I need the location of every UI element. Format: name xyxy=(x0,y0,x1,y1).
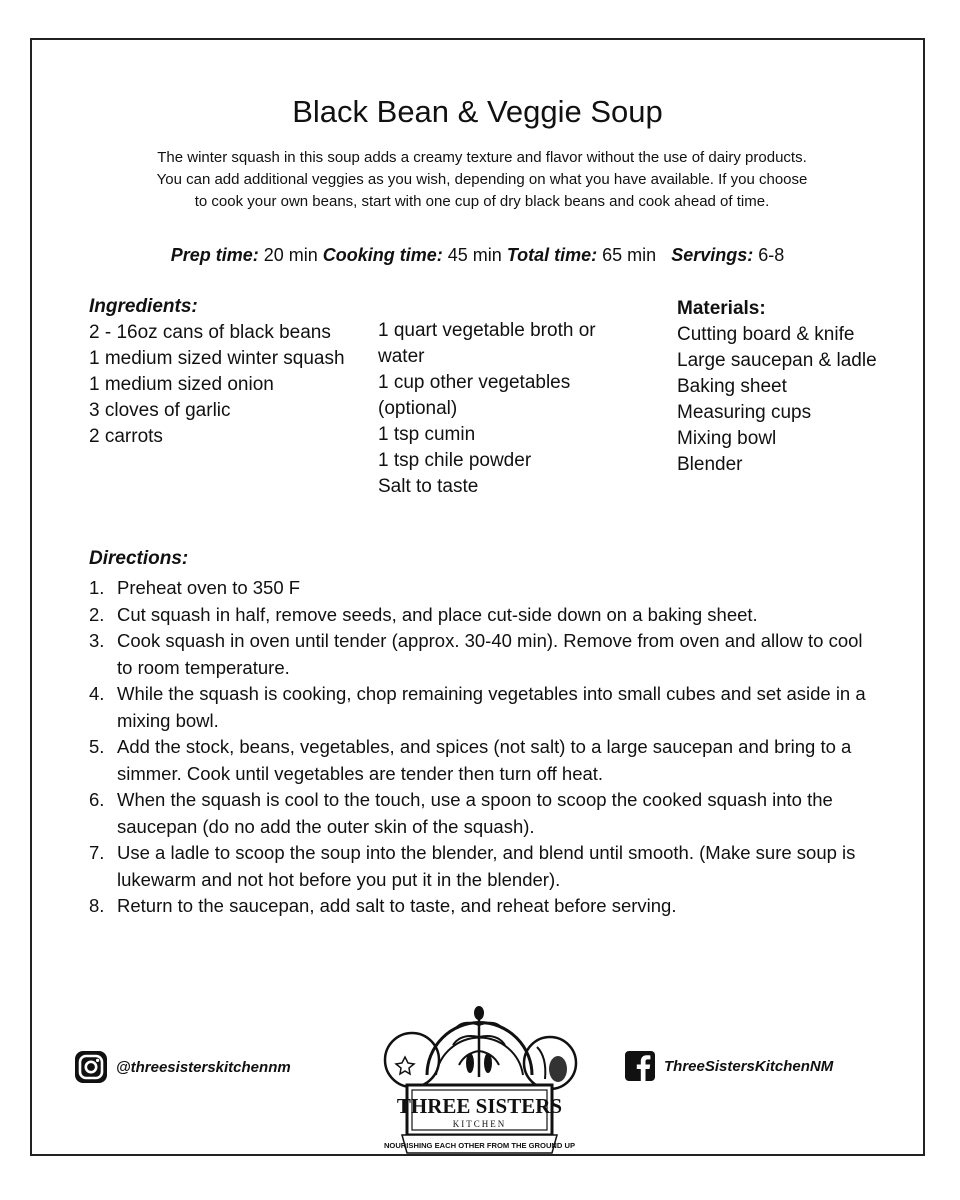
direction-step: 5. Add the stock, beans, vegetables, and spices (not salt) to a large saucepan and bring to a simmer. Cook until vegetables are tender then turn off heat. xyxy=(89,736,852,784)
logo-tagline: NOURISHING EACH OTHER FROM THE GROUND UP xyxy=(383,1141,576,1150)
prep-time-value: 20 min xyxy=(258,245,323,265)
cooking-time-label: Cooking time: xyxy=(322,245,443,265)
material-item: Blender xyxy=(677,454,743,475)
material-item: Large saucepan & ladle xyxy=(677,350,877,371)
materials-heading: Materials: xyxy=(677,298,766,319)
material-item: Mixing bowl xyxy=(677,428,777,449)
recipe-card xyxy=(30,38,925,1156)
logo-name: THREE SISTERS xyxy=(396,1094,563,1118)
servings-label: Servings: xyxy=(671,245,754,265)
ingredients-column-1 xyxy=(89,294,345,450)
servings-value: 6-8 xyxy=(753,245,785,265)
directions-heading: Directions: xyxy=(89,548,189,569)
logo-sub: KITCHEN xyxy=(452,1119,507,1129)
intro-line: You can add additional veggies as you wish, depending on what you have available. If you choose xyxy=(156,171,808,188)
ingredient-item: 1 cup other vegetables (optional) xyxy=(378,372,571,419)
ingredient-item: 1 quart vegetable broth or water xyxy=(378,320,596,367)
direction-step: 2. Cut squash in half, remove seeds, and place cut-side down on a baking sheet. xyxy=(89,603,758,625)
direction-step: 3. Cook squash in oven until tender (approx. 30-40 min). Remove from oven and allow to cool to room temperature. xyxy=(89,630,863,678)
materials-column xyxy=(677,296,877,478)
ingredient-item: 2 - 16oz cans of black beans xyxy=(89,322,331,343)
ingredients-column-2 xyxy=(378,318,638,500)
intro-line: to cook your own beans, start with one cup of dry black beans and cook ahead of time. xyxy=(194,193,770,210)
material-item: Cutting board & knife xyxy=(677,324,855,345)
prep-time-label: Prep time: xyxy=(170,245,259,265)
three-sisters-kitchen-logo xyxy=(372,965,587,1165)
directions-list xyxy=(89,575,869,920)
direction-step: 7. Use a ladle to scoop the soup into the blender, and blend until smooth. (Make sure soup is lukewarm and not hot before you put it in the blender). xyxy=(89,842,856,890)
total-time-label: Total time: xyxy=(506,245,598,265)
ingredient-item: 2 carrots xyxy=(89,426,163,447)
ingredients-heading: Ingredients: xyxy=(89,296,198,317)
instagram-icon xyxy=(74,1050,108,1084)
direction-step: 4. While the squash is cooking, chop remaining vegetables into small cubes and set aside in a mixing bowl. xyxy=(89,683,866,731)
cooking-time-value: 45 min xyxy=(442,245,507,265)
ingredient-item: 1 tsp chile powder xyxy=(378,450,532,471)
material-item: Baking sheet xyxy=(677,376,787,397)
total-time-value: 65 min xyxy=(597,245,662,265)
instagram-link[interactable] xyxy=(74,1050,291,1084)
direction-step: 8. Return to the saucepan, add salt to taste, and reheat before serving. xyxy=(89,895,677,916)
intro-line: The winter squash in this soup adds a creamy texture and flavor without the use of dairy products. xyxy=(157,149,807,166)
direction-step: 1. Preheat oven to 350 F xyxy=(89,577,301,598)
ingredient-item: Salt to taste xyxy=(378,476,479,497)
material-item: Measuring cups xyxy=(677,402,812,423)
facebook-handle: ThreeSistersKitchenNM xyxy=(664,1057,834,1075)
ingredient-item: 1 medium sized onion xyxy=(89,374,274,395)
ingredient-item: 3 cloves of garlic xyxy=(89,400,231,421)
ingredient-item: 1 medium sized winter squash xyxy=(89,348,345,369)
direction-step: 6. When the squash is cool to the touch, use a spoon to scoop the cooked squash into the saucepan (do no add the outer skin of the squash). xyxy=(89,789,833,837)
recipe-title: Black Bean & Veggie Soup xyxy=(292,94,663,129)
recipe-intro xyxy=(102,147,862,213)
instagram-handle: @threesisterskitchennm xyxy=(116,1058,291,1076)
ingredient-item: 1 tsp cumin xyxy=(378,424,476,445)
recipe-meta xyxy=(32,245,923,266)
facebook-icon xyxy=(624,1050,656,1082)
facebook-link[interactable] xyxy=(624,1050,833,1082)
